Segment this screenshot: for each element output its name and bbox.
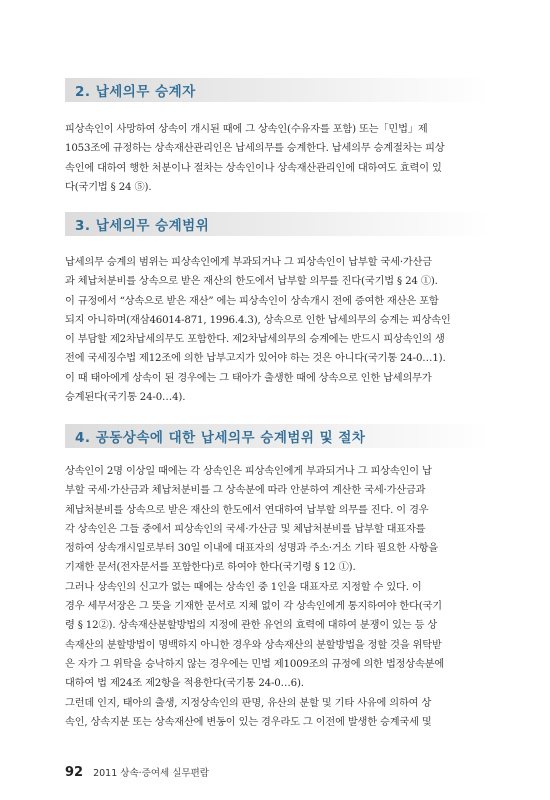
text-line: 이 부담할 제2차납세의무도 포함한다. 제2차납세의무의 승계에는 반드시 피상속인의 생 <box>65 334 445 346</box>
text-line: 그런데 인지, 태아의 출생, 지정상속인의 판명, 유산의 분할 및 기타 사유에 의하여 상 <box>65 697 432 709</box>
text-line: 대하여 법 제24조 제2항을 적용한다(국기통 24-0…6). <box>65 678 304 690</box>
text-line: 그러나 상속인의 신고가 없는 때에는 상속인 중 1인을 대표자로 지정할 수 있다. 이 <box>65 581 422 593</box>
section-title: 2. 납세의무 승계자 <box>75 84 196 100</box>
text-line: 부할 국세·가산금과 체납처분비를 그 상속분에 따라 안분하여 계산한 국세·가산금과 <box>65 485 426 497</box>
book-title: 2011 상속·증여세 실무편람 <box>93 768 209 779</box>
section-heading-2 <box>65 78 490 102</box>
text-line: 납세의무 승계의 범위는 피상속인에게 부과되거나 그 피상속인이 납부할 국세·가산금 <box>65 257 432 268</box>
text-line: 각 상속인은 그들 중에서 피상속인의 국세·가산금 및 체납처분비를 납부할 대표자를 <box>65 523 426 535</box>
text-line: 정하여 상속개시일로부터 30일 이내에 대표자의 성명과 주소·거소 기타 필요한 사항을 <box>65 543 439 555</box>
section-heading-4 <box>65 424 490 448</box>
text-line: 전에 국세징수법 제12조에 의한 납부고지가 있어야 하는 것은 아니다(국기통 24-0…1). <box>65 353 446 365</box>
text-line: 1053조에 규정하는 상속재산관리인은 납세의무를 승계한다. 납세의무 승계절차는 피상 <box>65 143 445 155</box>
text-line: 되지 아니하며(재삼46014-871, 1996.4.3), 상속으로 인한 납세의무의 승계는 피상속인 <box>65 314 451 326</box>
paragraph <box>65 120 489 197</box>
text-line: 피상속인이 사망하여 상속이 개시된 때에 그 상속인(수유자를 포함) 또는「민법」제 <box>65 124 428 135</box>
page-number: 92 <box>65 765 84 780</box>
text-line: 기재한 문서(전자문서를 포함한다)로 하여야 한다(국기령 § 12 ①). <box>65 562 356 574</box>
text-line: 과 체납처분비를 상속으로 받은 재산의 한도에서 납부할 의무를 진다(국기법 § 24 ①). <box>65 276 438 288</box>
page-footer <box>65 765 209 780</box>
section-heading-3 <box>65 212 490 236</box>
text-line: 속인, 상속지분 또는 상속재산에 변동이 있는 경우라도 그 이전에 발생한 승계국세 및 <box>65 716 432 728</box>
paragraph <box>65 253 489 407</box>
text-line: 속재산의 분할방법이 명백하지 아니한 경우와 상속재산의 분할방법을 정할 것을 위탁받 <box>65 639 442 651</box>
text-line: 속인에 대하여 행한 처분이나 절차는 상속인이나 상속재산관리인에 대하여도 효력이 있 <box>65 162 442 174</box>
text-line: 상속인이 2명 이상일 때에는 각 상속인은 피상속인에게 부과되거나 그 피상속인이 납 <box>65 466 432 477</box>
text-line: 체납처분비를 상속으로 받은 재산의 한도에서 연대하여 납부할 의무를 진다. 이 경우 <box>65 504 429 516</box>
text-line: 승계된다(국기통 24-0…4). <box>65 392 186 404</box>
section-title: 4. 공동상속에 대한 납세의무 승계범위 및 절차 <box>75 430 366 446</box>
text-line: 이 때 태아에게 상속이 된 경우에는 그 태아가 출생한 때에 상속으로 인한 납세의무가 <box>65 372 432 384</box>
paragraph <box>65 462 489 732</box>
text-line: 령 § 12②). 상속재산분할방법의 지정에 관한 유언의 효력에 대하여 분쟁이 있는 등 상 <box>65 620 438 632</box>
text-line: 경우 세무서장은 그 뜻을 기재한 문서로 지체 없이 각 상속인에게 통지하여야 한다(국기 <box>65 601 442 613</box>
section-title: 3. 납세의무 승계범위 <box>75 218 210 234</box>
text-line: 이 규정에서 “상속으로 받은 재산” 에는 피상속인이 상속개시 전에 증여한 재산은 포함 <box>65 295 439 307</box>
text-line: 은 자가 그 위탁을 승낙하지 않는 경우에는 민법 제1009조의 규정에 의한 법정상속분에 <box>65 658 445 670</box>
text-line: 다(국기법 § 24 ⑤). <box>65 181 152 193</box>
